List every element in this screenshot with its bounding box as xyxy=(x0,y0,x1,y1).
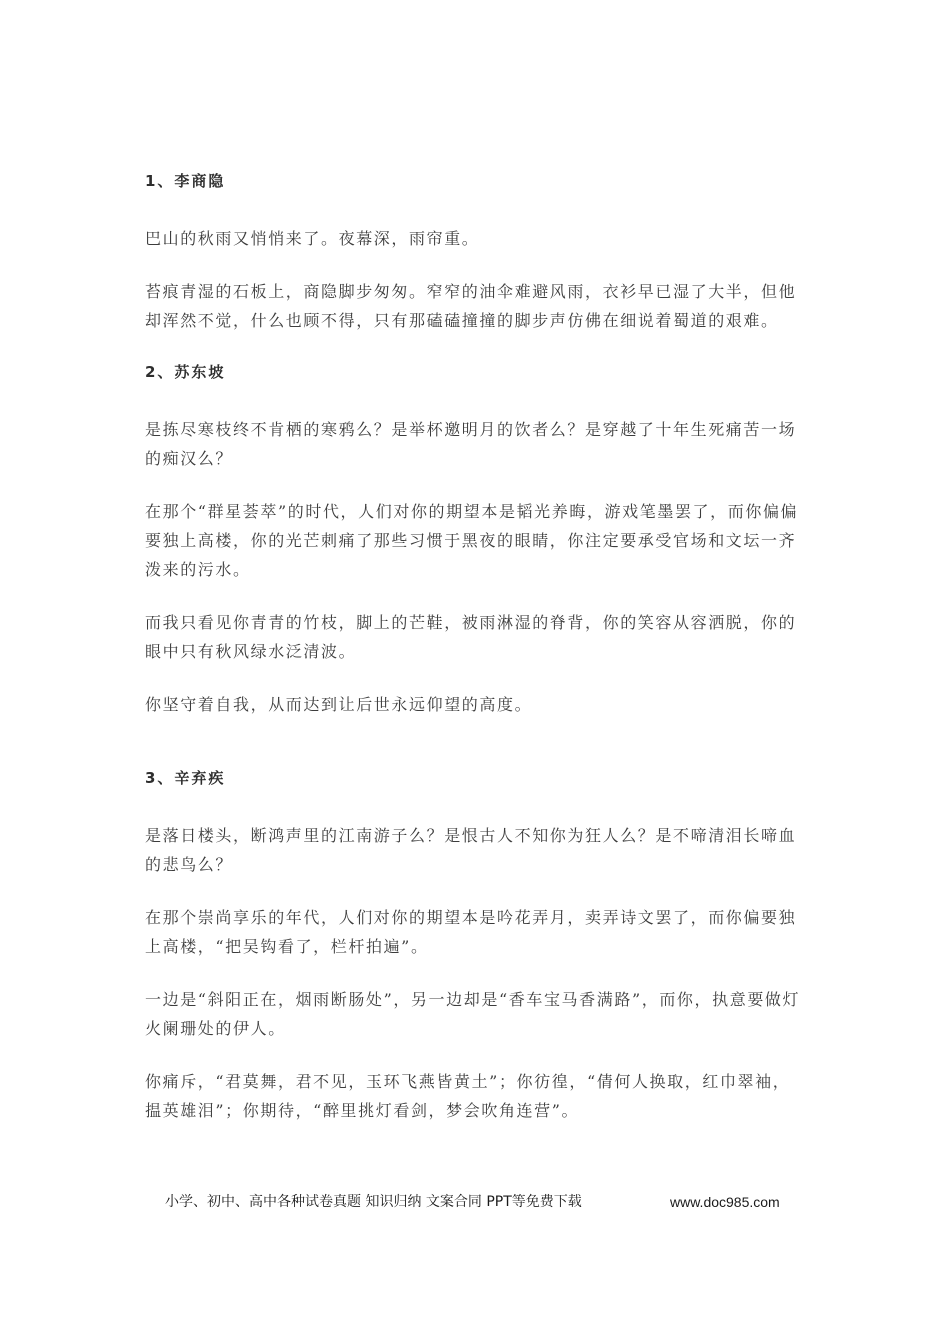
paragraph: 你坚守着自我，从而达到让后世永远仰望的高度。 xyxy=(145,695,533,714)
paragraph: 而我只看见你青青的竹枝，脚上的芒鞋，被雨淋湿的脊背，你的笑容从容洒脱，你的眼中只有秋风绿水泛清波。 xyxy=(145,613,797,661)
paragraph: 苔痕青湿的石板上，商隐脚步匆匆。窄窄的油伞难避风雨，衣衫早已湿了大半，但他却浑然不觉，什么也顾不得，只有那磕磕撞撞的脚步声仿佛在细说着蜀道的艰难。 xyxy=(145,282,797,330)
paragraph: 在那个崇尚享乐的年代，人们对你的期望本是吟花弄月，卖弄诗文罢了，而你偏要独上高楼，“把吴钩看了，栏杆拍遍”。 xyxy=(145,908,797,956)
section-heading-xin-qiji: 3、辛弃疾 xyxy=(145,769,226,787)
footer-text: 小学、初中、高中各种试卷真题 知识归纳 文案合同 PPT等免费下载 xyxy=(165,1194,582,1210)
paragraph: 一边是“斜阳正在，烟雨断肠处”，另一边却是“香车宝马香满路”，而你，执意要做灯火阑珊处的伊人。 xyxy=(145,990,801,1038)
page-footer xyxy=(165,1190,805,1214)
footer-url-link[interactable]: www.doc985.com xyxy=(670,1194,780,1210)
section-heading-li-shangyin: 1、李商隐 xyxy=(145,172,226,190)
paragraph: 你痛斥，“君莫舞，君不见，玉环飞燕皆黄土”；你彷徨，“倩何人换取，红巾翠袖，揾英雄泪”；你期待，“醉里挑灯看剑，梦会吹角连营”。 xyxy=(145,1072,791,1120)
paragraph: 是落日楼头，断鸿声里的江南游子么？是恨古人不知你为狂人么？是不啼清泪长啼血的悲鸟么？ xyxy=(145,826,797,874)
paragraph: 是拣尽寒枝终不肯栖的寒鸦么？是举杯邀明月的饮者么？是穿越了十年生死痛苦一场的痴汉么？ xyxy=(145,420,797,468)
paragraph: 在那个“群星荟萃”的时代，人们对你的期望本是韬光养晦，游戏笔墨罢了，而你偏偏要独上高楼，你的光芒刺痛了那些习惯于黑夜的眼睛，你注定要承受官场和文坛一齐泼来的污水。 xyxy=(145,502,799,579)
section-heading-su-dongpo: 2、苏东坡 xyxy=(145,363,226,381)
document-body xyxy=(145,168,805,1125)
paragraph: 巴山的秋雨又悄悄来了。夜幕深，雨帘重。 xyxy=(145,229,480,248)
